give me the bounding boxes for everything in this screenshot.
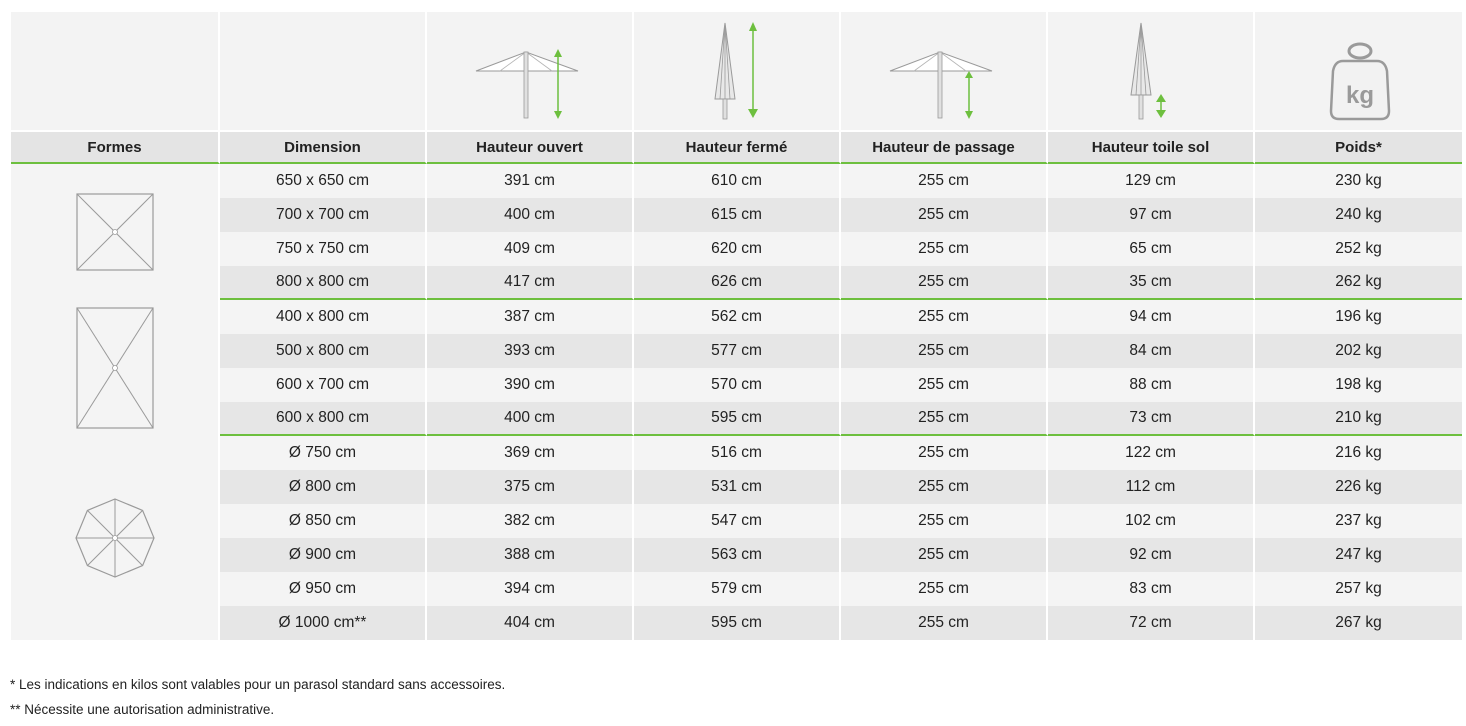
cell-weight: 196 kg [1255, 300, 1462, 334]
closed-parasol-height-icon [677, 21, 797, 121]
cell-passage-height: 255 cm [841, 266, 1048, 300]
cell-canopy-ground-height: 83 cm [1048, 572, 1255, 606]
cell-canopy-ground-height: 94 cm [1048, 300, 1255, 334]
cell-height-closed: 531 cm [634, 470, 841, 504]
cell-height-closed: 570 cm [634, 368, 841, 402]
cell-dimension: 650 x 650 cm [220, 164, 427, 198]
weight-icon-label: kg [1345, 82, 1374, 109]
cell-passage-height: 255 cm [841, 164, 1048, 198]
cell-weight: 226 kg [1255, 470, 1462, 504]
header-dimension: Dimension [220, 132, 427, 164]
cell-height-closed: 610 cm [634, 164, 841, 198]
cell-passage-height: 255 cm [841, 368, 1048, 402]
table-row [11, 436, 1462, 470]
cell-passage-height: 255 cm [841, 232, 1048, 266]
cell-height-open: 390 cm [427, 368, 634, 402]
cell-passage-height: 255 cm [841, 470, 1048, 504]
cell-canopy-ground-height: 92 cm [1048, 538, 1255, 572]
table-row [11, 334, 1462, 368]
table-row [11, 470, 1462, 504]
table-row [11, 266, 1462, 300]
cell-height-open: 400 cm [427, 402, 634, 436]
square-shape-icon [75, 192, 155, 272]
cell-height-open: 404 cm [427, 606, 634, 640]
cell-weight: 252 kg [1255, 232, 1462, 266]
header-icon-row [11, 12, 1462, 132]
cell-weight: 247 kg [1255, 538, 1462, 572]
octagon-shape-icon [74, 497, 156, 579]
header-icon-cell-open [427, 12, 634, 132]
cell-dimension: 600 x 800 cm [220, 402, 427, 436]
cell-passage-height: 255 cm [841, 436, 1048, 470]
cell-weight: 267 kg [1255, 606, 1462, 640]
footnotes [10, 672, 505, 722]
cell-canopy-ground-height: 84 cm [1048, 334, 1255, 368]
cell-canopy-ground-height: 97 cm [1048, 198, 1255, 232]
header-row [11, 132, 1462, 164]
cell-passage-height: 255 cm [841, 606, 1048, 640]
cell-dimension: 400 x 800 cm [220, 300, 427, 334]
cell-passage-height: 255 cm [841, 538, 1048, 572]
table-row [11, 606, 1462, 640]
header-icon-cell-dimension [220, 12, 427, 132]
table-row [11, 368, 1462, 402]
header-height-closed: Hauteur fermé [634, 132, 841, 164]
cell-height-closed: 595 cm [634, 402, 841, 436]
table-row [11, 402, 1462, 436]
cell-dimension: Ø 950 cm [220, 572, 427, 606]
cell-canopy-ground-height: 122 cm [1048, 436, 1255, 470]
cell-dimension: 750 x 750 cm [220, 232, 427, 266]
header-icon-cell-weight [1255, 12, 1462, 132]
cell-weight: 237 kg [1255, 504, 1462, 538]
cell-weight: 262 kg [1255, 266, 1462, 300]
cell-canopy-ground-height: 65 cm [1048, 232, 1255, 266]
table-row [11, 232, 1462, 266]
rectangle-shape-icon [75, 306, 155, 430]
cell-canopy-ground-height: 112 cm [1048, 470, 1255, 504]
table-row [11, 572, 1462, 606]
header-icon-cell-canopy [1048, 12, 1255, 132]
cell-canopy-ground-height: 72 cm [1048, 606, 1255, 640]
parasol-spec-section [11, 12, 1462, 640]
cell-height-closed: 562 cm [634, 300, 841, 334]
cell-passage-height: 255 cm [841, 334, 1048, 368]
cell-height-open: 391 cm [427, 164, 634, 198]
cell-height-open: 393 cm [427, 334, 634, 368]
cell-height-closed: 626 cm [634, 266, 841, 300]
cell-dimension: Ø 850 cm [220, 504, 427, 538]
cell-canopy-ground-height: 88 cm [1048, 368, 1255, 402]
table-row [11, 198, 1462, 232]
cell-height-open: 409 cm [427, 232, 634, 266]
cell-height-closed: 547 cm [634, 504, 841, 538]
cell-height-closed: 615 cm [634, 198, 841, 232]
cell-passage-height: 255 cm [841, 402, 1048, 436]
shape-cell-octagon [11, 436, 220, 640]
table-row [11, 300, 1462, 334]
table-row [11, 504, 1462, 538]
cell-height-open: 375 cm [427, 470, 634, 504]
cell-weight: 257 kg [1255, 572, 1462, 606]
cell-height-open: 387 cm [427, 300, 634, 334]
cell-passage-height: 255 cm [841, 198, 1048, 232]
cell-weight: 202 kg [1255, 334, 1462, 368]
open-parasol-height-icon [470, 21, 590, 121]
cell-height-closed: 595 cm [634, 606, 841, 640]
cell-canopy-ground-height: 102 cm [1048, 504, 1255, 538]
cell-height-open: 394 cm [427, 572, 634, 606]
cell-canopy-ground-height: 35 cm [1048, 266, 1255, 300]
cell-height-open: 382 cm [427, 504, 634, 538]
header-canopy-ground-height: Hauteur toile sol [1048, 132, 1255, 164]
parasol-spec-table [11, 12, 1462, 640]
cell-height-open: 388 cm [427, 538, 634, 572]
shape-cell-square [11, 164, 220, 300]
cell-passage-height: 255 cm [841, 504, 1048, 538]
passage-height-icon [884, 21, 1004, 121]
header-passage-height: Hauteur de passage [841, 132, 1048, 164]
cell-height-closed: 579 cm [634, 572, 841, 606]
footnote-weight: * Les indications en kilos sont valables pour un parasol standard sans accessoires. [10, 677, 506, 692]
cell-height-closed: 620 cm [634, 232, 841, 266]
cell-canopy-ground-height: 129 cm [1048, 164, 1255, 198]
cell-dimension: Ø 800 cm [220, 470, 427, 504]
cell-height-closed: 516 cm [634, 436, 841, 470]
header-icon-cell-closed [634, 12, 841, 132]
footnote-authorisation: ** Nécessite une autorisation administrative. [10, 702, 275, 717]
cell-height-closed: 563 cm [634, 538, 841, 572]
header-icon-cell-passage [841, 12, 1048, 132]
cell-weight: 240 kg [1255, 198, 1462, 232]
cell-weight: 216 kg [1255, 436, 1462, 470]
cell-weight: 198 kg [1255, 368, 1462, 402]
cell-height-open: 400 cm [427, 198, 634, 232]
shape-cell-rectangle [11, 300, 220, 436]
cell-height-closed: 577 cm [634, 334, 841, 368]
cell-weight: 210 kg [1255, 402, 1462, 436]
cell-dimension: Ø 900 cm [220, 538, 427, 572]
table-row [11, 164, 1462, 198]
cell-passage-height: 255 cm [841, 572, 1048, 606]
cell-dimension: Ø 1000 cm** [220, 606, 427, 640]
cell-height-open: 369 cm [427, 436, 634, 470]
cell-passage-height: 255 cm [841, 300, 1048, 334]
table-row [11, 538, 1462, 572]
cell-dimension: 500 x 800 cm [220, 334, 427, 368]
header-weight: Poids* [1255, 132, 1462, 164]
weight-kg-icon [1299, 21, 1419, 121]
header-icon-cell-shapes [11, 12, 220, 132]
cell-dimension: 700 x 700 cm [220, 198, 427, 232]
cell-dimension: Ø 750 cm [220, 436, 427, 470]
cell-dimension: 600 x 700 cm [220, 368, 427, 402]
cell-weight: 230 kg [1255, 164, 1462, 198]
cell-height-open: 417 cm [427, 266, 634, 300]
cell-canopy-ground-height: 73 cm [1048, 402, 1255, 436]
canopy-ground-height-icon [1091, 21, 1211, 121]
header-shapes: Formes [11, 132, 220, 164]
cell-dimension: 800 x 800 cm [220, 266, 427, 300]
header-height-open: Hauteur ouvert [427, 132, 634, 164]
